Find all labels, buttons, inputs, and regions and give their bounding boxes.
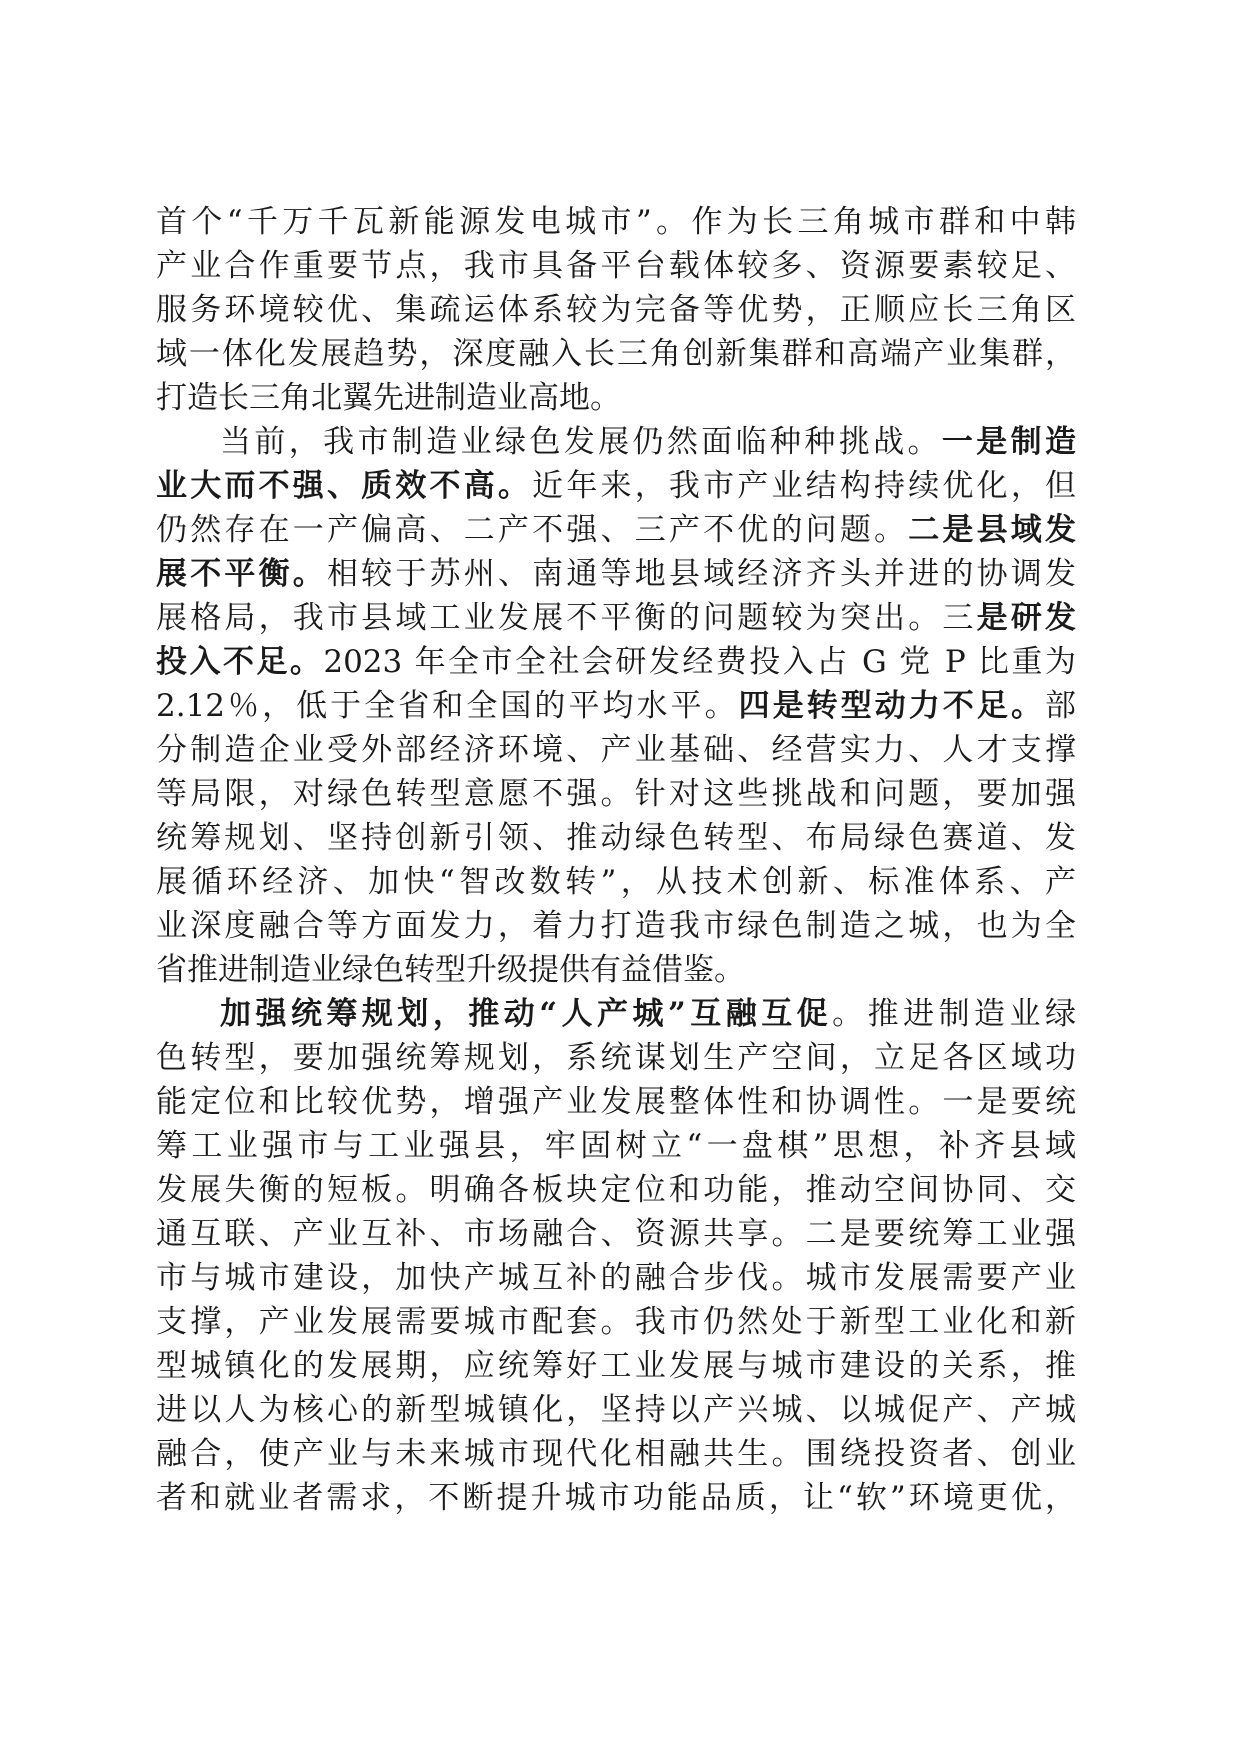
text-line <box>156 508 1076 552</box>
text-line <box>156 1036 1076 1080</box>
body-text: 者和就业者需求，不断提升城市功能品质，让“软”环境更优， <box>156 1480 1076 1516</box>
text-line <box>156 332 1076 376</box>
text-line <box>156 1168 1076 1212</box>
paragraph <box>156 420 1076 992</box>
paragraph <box>156 992 1076 1520</box>
body-text: 分制造企业受外部经济环境、产业基础、经营实力、人才支撑 <box>156 732 1076 768</box>
text-line <box>156 376 1076 420</box>
body-text: 业深度融合等方面发力，着力打造我市绿色制造之城，也为全 <box>156 908 1076 944</box>
text-line <box>156 464 1076 508</box>
paragraph <box>156 200 1076 420</box>
body-text: 支撑，产业发展需要城市配套。我市仍然处于新型工业化和新 <box>156 1304 1076 1340</box>
text-line <box>156 1388 1076 1432</box>
text-line <box>156 1256 1076 1300</box>
bold-heading-text: 是研发 <box>976 600 1077 636</box>
text-line <box>156 1476 1076 1520</box>
body-text: 近年来，我市产业结构持续优化，但 <box>532 468 1077 504</box>
body-text: 相较于苏州、南通等地县域经济齐头并进的协调发 <box>326 556 1077 592</box>
bold-heading-text: 四是转型动力不足。 <box>738 688 1046 724</box>
text-line <box>156 860 1076 904</box>
bold-heading-text: 业大而不强、质效不高。 <box>156 468 533 504</box>
body-text: 能定位和比较优势，增强产业发展整体性和协调性。一是要统 <box>156 1084 1076 1120</box>
text-line <box>156 992 1076 1036</box>
text-line <box>156 904 1076 948</box>
document-page <box>156 200 1076 1520</box>
bold-heading-text: 一是制造 <box>941 424 1076 460</box>
text-line <box>156 1124 1076 1168</box>
body-text: 型城镇化的发展期，应统筹好工业发展与城市建设的关系，推 <box>156 1348 1076 1384</box>
text-line <box>156 1300 1076 1344</box>
text-line <box>156 1212 1076 1256</box>
text-line <box>156 948 1076 992</box>
text-line <box>156 288 1076 332</box>
body-text: 通互联、产业互补、市场融合、资源共享。二是要统筹工业强 <box>156 1216 1076 1252</box>
body-text: 。推进制造业绿 <box>832 996 1077 1032</box>
text-line <box>156 684 1076 728</box>
text-line <box>156 596 1076 640</box>
body-text: 2023 年全市全社会研发经费投入占 G 党 P 比重为 <box>323 644 1076 680</box>
body-text: 省推进制造业绿色转型升级提供有益借鉴。 <box>156 952 745 988</box>
body-text: 发展失衡的短板。明确各板块定位和功能，推动空间协同、交 <box>156 1172 1076 1208</box>
bold-heading-text: 加强统筹规划，推动“人产城”互融互促 <box>220 996 833 1032</box>
bold-heading-text: 展不平衡。 <box>156 556 327 592</box>
text-line <box>156 816 1076 860</box>
body-text: 产业合作重要节点，我市具备平台载体较多、资源要素较足、 <box>156 248 1076 284</box>
text-line <box>156 1080 1076 1124</box>
body-text: 仍然存在一产偏高、二产不强、三产不优的问题。 <box>156 512 909 548</box>
body-text: 市与城市建设，加快产城互补的融合步伐。城市发展需要产业 <box>156 1260 1076 1296</box>
body-text: 等局限，对绿色转型意愿不强。针对这些挑战和问题，要加强 <box>156 776 1076 812</box>
body-text: 当前，我市制造业绿色发展仍然面临种种挑战。 <box>220 424 942 460</box>
body-text: 融合，使产业与未来城市现代化相融共生。围绕投资者、创业 <box>156 1436 1076 1472</box>
text-line <box>156 420 1076 464</box>
bold-heading-text: 二是县域发 <box>908 512 1077 548</box>
body-text: 色转型，要加强统筹规划，系统谋划生产空间，立足各区域功 <box>156 1040 1076 1076</box>
text-line <box>156 1344 1076 1388</box>
text-line <box>156 552 1076 596</box>
body-text: 统筹规划、坚持创新引领、推动绿色转型、布局绿色赛道、发 <box>156 820 1076 856</box>
text-line <box>156 772 1076 816</box>
text-line <box>156 244 1076 288</box>
body-text: 筹工业强市与工业强县，牢固树立“一盘棋”思想，补齐县域 <box>156 1128 1076 1164</box>
body-text: 首个“千万千瓦新能源发电城市”。作为长三角城市群和中韩 <box>156 204 1076 240</box>
body-text: 展循环经济、加快“智改数转”，从技术创新、标准体系、产 <box>156 864 1076 900</box>
text-line <box>156 200 1076 244</box>
text-line <box>156 640 1076 684</box>
body-text: 域一体化发展趋势，深度融入长三角创新集群和高端产业集群， <box>156 336 1076 372</box>
body-text: 服务环境较优、集疏运体系较为完备等优势，正顺应长三角区 <box>156 292 1076 328</box>
text-line <box>156 1432 1076 1476</box>
body-text: 展格局，我市县域工业发展不平衡的问题较为突出。三 <box>156 600 977 636</box>
body-text: 进以人为核心的新型城镇化，坚持以产兴城、以城促产、产城 <box>156 1392 1076 1428</box>
text-line <box>156 728 1076 772</box>
body-text: 打造长三角北翼先进制造业高地。 <box>156 380 621 416</box>
body-text: 部 <box>1045 688 1077 724</box>
bold-heading-text: 投入不足。 <box>156 644 324 680</box>
body-text: 2.12％，低于全省和全国的平均水平。 <box>156 688 739 724</box>
